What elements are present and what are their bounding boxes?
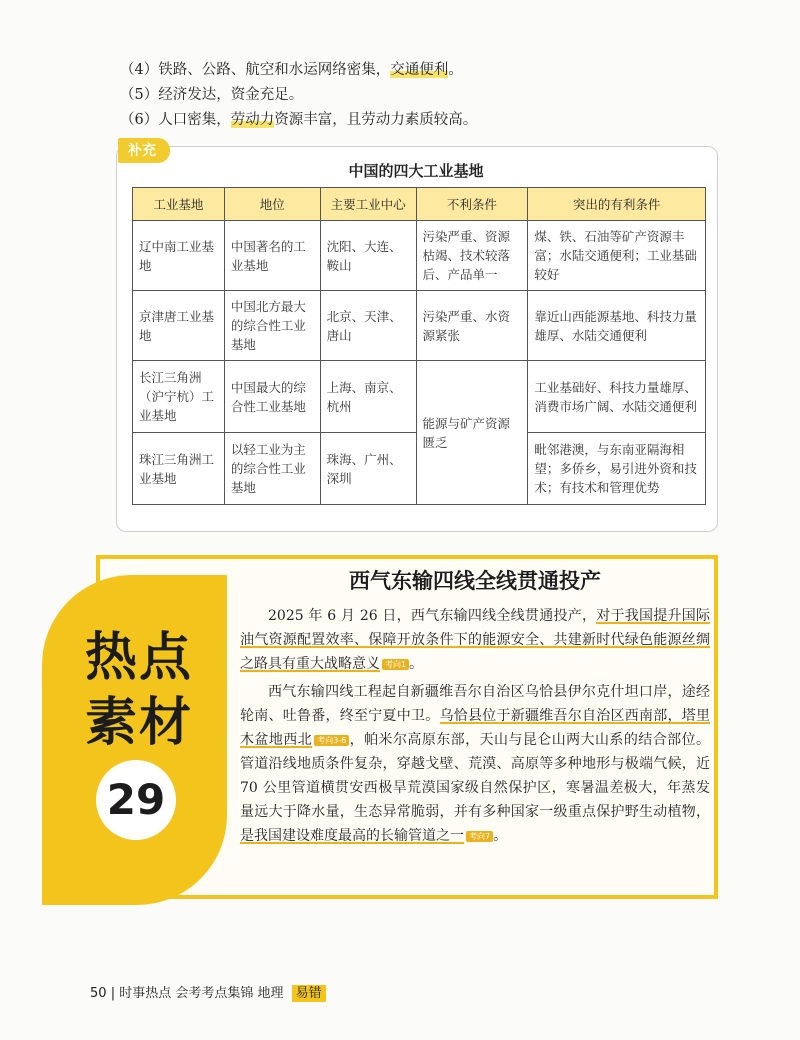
exam-tag: 考向7 xyxy=(466,831,493,842)
header-cell: 不利条件 xyxy=(416,188,528,221)
cell-centers: 珠海、广州、深圳 xyxy=(320,433,416,505)
cell-base: 珠江三角洲工业基地 xyxy=(133,433,225,505)
hot-label-line2: 素材 xyxy=(84,693,193,753)
paragraph-1: 2025 年 6 月 26 日，西气东输四线全线贯通投产，对于我国提升国际油气资源配置效率、保障开放条件下的能源安全、共建新时代绿色能源丝绸之路具有重大战略意义 考向1 。 xyxy=(240,608,711,672)
table-row xyxy=(133,291,706,361)
cell-status: 中国著名的工业基地 xyxy=(224,221,320,291)
footer-separator: | xyxy=(110,986,116,1001)
cell-pros: 靠近山西能源基地、科技力量雄厚、水陆交通便利 xyxy=(528,291,706,361)
header-cell: 突出的有利条件 xyxy=(528,188,706,221)
cell-centers: 北京、天津、唐山 xyxy=(320,291,416,361)
supplement-tag: 补充 xyxy=(118,138,170,163)
table-row xyxy=(133,221,706,291)
header-cell: 工业基地 xyxy=(133,188,225,221)
cell-cons: 污染严重、水资源紧张 xyxy=(416,291,528,361)
intro-lines xyxy=(120,60,740,135)
edition-badge: 易错 xyxy=(292,985,326,1002)
cell-base: 辽中南工业基地 xyxy=(133,221,225,291)
line-4: （4）铁路、公路、航空和水运网络密集，交通便利。 xyxy=(120,62,463,78)
hot-label-line1: 热点 xyxy=(84,628,193,688)
cell-base: 京津唐工业基地 xyxy=(133,291,225,361)
cell-status: 以轻工业为主的综合性工业基地 xyxy=(224,433,320,505)
cell-pros: 毗邻港澳，与东南亚隔海相望；多侨乡，易引进外资和技术；有技术和管理优势 xyxy=(528,433,706,505)
page-footer xyxy=(90,982,326,1001)
cell-centers: 上海、南京、杭州 xyxy=(320,361,416,433)
exam-tag: 考向3-6 xyxy=(314,735,349,746)
cell-centers: 沈阳、大连、鞍山 xyxy=(320,221,416,291)
line-5: （5）经济发达，资金充足。 xyxy=(120,87,304,103)
cell-status: 中国最大的综合性工业基地 xyxy=(224,361,320,433)
article-body xyxy=(240,604,710,852)
series-title: 时事热点 会考考点集锦 地理 xyxy=(119,986,284,1001)
header-cell: 地位 xyxy=(224,188,320,221)
table-header-row xyxy=(133,188,706,221)
page-number: 50 xyxy=(90,986,107,1001)
table-row xyxy=(133,361,706,433)
cell-status: 中国北方最大的综合性工业基地 xyxy=(224,291,320,361)
table-title: 中国的四大工业基地 xyxy=(348,162,484,180)
article-title: 西气东输四线全线贯通投产 xyxy=(349,569,601,593)
industrial-bases-table xyxy=(132,187,706,505)
cell-pros: 工业基础好、科技力量雄厚、消费市场广阔、水陆交通便利 xyxy=(528,361,706,433)
exam-tag: 考向1 xyxy=(382,659,409,670)
header-cell: 主要工业中心 xyxy=(320,188,416,221)
cell-cons: 能源与矿产资源匮乏 xyxy=(416,361,528,505)
line-6: （6）人口密集，劳动力资源丰富，且劳动力素质较高。 xyxy=(120,112,478,128)
paragraph-2: 西气东输四线工程起自新疆维吾尔自治区乌恰县伊尔克什坦口岸，途经轮南、吐鲁番，终至宁夏中卫。乌恰县位于新疆维吾尔自治区西南部，塔里木盆地西北 考向3-6 ，帕米尔高原东部，天山与昆仑山两大山系的结合部位。管道沿线地质条件复杂，穿越戈壁、荒漠、高原等多种地形与极端气候，近 70 公里管道横贯安西极旱荒漠国家级自然保护区，寒暑温差极大，年蒸发量远大于降水量，生态异常脆弱，并有多种国家一级重点保护野生动植物，是我国建设难度最高的长输管道之一 考向7 。 xyxy=(240,684,711,844)
cell-base: 长江三角洲（沪宁杭）工业基地 xyxy=(133,361,225,433)
material-number: 29 xyxy=(96,760,176,840)
cell-cons: 污染严重、资源枯竭、技术较落后、产品单一 xyxy=(416,221,528,291)
cell-pros: 煤、铁、石油等矿产资源丰富；水陆交通便利；工业基础较好 xyxy=(528,221,706,291)
